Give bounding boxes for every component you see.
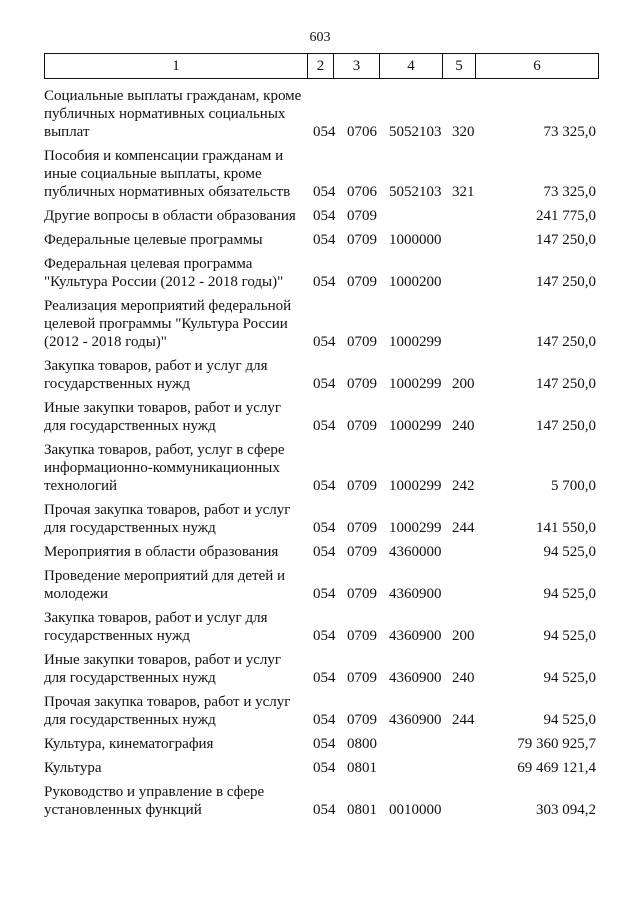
row-description — [44, 735, 306, 753]
row-cell-col2: 054 — [313, 802, 336, 818]
row-description-line: Прочая закупка товаров, работ и услуг — [44, 694, 291, 710]
table-row — [0, 297, 640, 351]
row-description — [44, 441, 306, 495]
row-cell-col5: 321 — [452, 184, 475, 200]
row-cell-col6: 94 525,0 — [543, 670, 596, 686]
row-description-line: иные социальные выплаты, кроме — [44, 166, 262, 182]
table-row — [0, 651, 640, 687]
table-row — [0, 501, 640, 537]
row-description-line: Иные закупки товаров, работ и услуг — [44, 400, 282, 416]
table-row — [0, 231, 640, 249]
table-row — [0, 399, 640, 435]
row-description-line: для государственных нужд — [44, 712, 216, 728]
row-description — [44, 609, 306, 645]
row-description — [44, 693, 306, 729]
table-row — [0, 759, 640, 777]
row-description — [44, 297, 306, 351]
row-description-line: Руководство и управление в сфере — [44, 784, 265, 800]
column-header-6: 6 — [476, 54, 599, 79]
table-row — [0, 567, 640, 603]
row-description — [44, 87, 306, 141]
row-cell-col2: 054 — [313, 736, 336, 752]
table-row — [0, 87, 640, 141]
row-cell-col6: 147 250,0 — [536, 334, 596, 350]
page-number: 603 — [309, 30, 331, 45]
row-description-line: Социальные выплаты гражданам, кроме — [44, 88, 302, 104]
column-header-3: 3 — [334, 54, 380, 79]
row-cell-col6: 94 525,0 — [543, 712, 596, 728]
column-header-table — [44, 53, 599, 79]
row-cell-col3: 0801 — [347, 802, 377, 818]
row-cell-col6: 147 250,0 — [536, 232, 596, 248]
row-cell-col2: 054 — [313, 232, 336, 248]
row-cell-col3: 0709 — [347, 334, 377, 350]
row-description-line: Мероприятия в области образования — [44, 544, 279, 560]
row-description-line: Иные закупки товаров, работ и услуг — [44, 652, 282, 668]
row-cell-col2: 054 — [313, 544, 336, 560]
row-cell-col3: 0709 — [347, 376, 377, 392]
row-cell-col6: 147 250,0 — [536, 376, 596, 392]
row-description-line: Другие вопросы в области образования — [44, 208, 296, 224]
row-description-line: государственных нужд — [44, 376, 191, 392]
row-description-line: публичных нормативных обязательств — [44, 184, 291, 200]
row-cell-col2: 054 — [313, 208, 336, 224]
row-cell-col2: 054 — [313, 670, 336, 686]
table-row — [0, 609, 640, 645]
row-description — [44, 255, 306, 291]
row-cell-col2: 054 — [313, 124, 336, 140]
row-cell-col5: 200 — [452, 376, 475, 392]
table-row — [0, 147, 640, 201]
column-header-5: 5 — [443, 54, 476, 79]
row-cell-col3: 0709 — [347, 520, 377, 536]
row-cell-col4: 4360900 — [389, 670, 442, 686]
row-cell-col2: 054 — [313, 334, 336, 350]
table-row — [0, 543, 640, 561]
row-description — [44, 399, 306, 435]
row-cell-col4: 1000299 — [389, 376, 442, 392]
row-cell-col4: 1000299 — [389, 478, 442, 494]
row-description-line: для государственных нужд — [44, 520, 216, 536]
row-cell-col4: 1000299 — [389, 334, 442, 350]
row-description-line: молодежи — [44, 586, 109, 602]
row-description-line: Федеральные целевые программы — [44, 232, 263, 248]
row-description — [44, 759, 306, 777]
row-description — [44, 783, 306, 819]
row-cell-col5: 244 — [452, 520, 475, 536]
row-description — [44, 147, 306, 201]
row-cell-col3: 0709 — [347, 586, 377, 602]
row-cell-col3: 0706 — [347, 124, 377, 140]
row-description — [44, 231, 306, 249]
row-cell-col3: 0709 — [347, 712, 377, 728]
row-cell-col6: 79 360 925,7 — [517, 736, 596, 752]
row-cell-col4: 4360900 — [389, 628, 442, 644]
row-cell-col6: 73 325,0 — [543, 124, 596, 140]
row-cell-col4: 1000200 — [389, 274, 442, 290]
row-description-line: Закупка товаров, работ, услуг в сфере — [44, 442, 285, 458]
row-cell-col3: 0709 — [347, 670, 377, 686]
row-cell-col3: 0709 — [347, 232, 377, 248]
row-description — [44, 207, 306, 225]
row-cell-col5: 320 — [452, 124, 475, 140]
row-description-line: Проведение мероприятий для детей и — [44, 568, 286, 584]
column-header-4: 4 — [380, 54, 443, 79]
row-cell-col4: 1000299 — [389, 418, 442, 434]
row-description-line: Федеральная целевая программа — [44, 256, 253, 272]
row-cell-col6: 147 250,0 — [536, 274, 596, 290]
row-cell-col6: 94 525,0 — [543, 544, 596, 560]
row-description-line: (2012 - 2018 годы)" — [44, 334, 167, 350]
row-description-line: публичных нормативных социальных — [44, 106, 286, 122]
row-cell-col2: 054 — [313, 628, 336, 644]
row-description-line: Реализация мероприятий федеральной — [44, 298, 292, 314]
row-description-line: для государственных нужд — [44, 418, 216, 434]
row-cell-col6: 303 094,2 — [536, 802, 596, 818]
row-cell-col6: 94 525,0 — [543, 628, 596, 644]
row-cell-col6: 73 325,0 — [543, 184, 596, 200]
row-cell-col3: 0709 — [347, 418, 377, 434]
row-description-line: выплат — [44, 124, 90, 140]
row-description-line: Пособия и компенсации гражданам и — [44, 148, 284, 164]
row-description-line: информационно-коммуникационных — [44, 460, 280, 476]
row-cell-col2: 054 — [313, 520, 336, 536]
row-cell-col6: 141 550,0 — [536, 520, 596, 536]
row-cell-col4: 0010000 — [389, 802, 442, 818]
row-cell-col2: 054 — [313, 712, 336, 728]
table-row — [0, 693, 640, 729]
row-cell-col2: 054 — [313, 376, 336, 392]
row-description — [44, 501, 306, 537]
row-cell-col3: 0800 — [347, 736, 377, 752]
row-cell-col6: 147 250,0 — [536, 418, 596, 434]
row-description-line: для государственных нужд — [44, 670, 216, 686]
row-cell-col3: 0706 — [347, 184, 377, 200]
row-description-line: Закупка товаров, работ и услуг для — [44, 358, 268, 374]
row-cell-col2: 054 — [313, 760, 336, 776]
row-description-line: Культура, кинематография — [44, 736, 214, 752]
row-cell-col3: 0709 — [347, 478, 377, 494]
row-description-line: Прочая закупка товаров, работ и услуг — [44, 502, 291, 518]
row-description-line: Культура — [44, 760, 102, 776]
row-cell-col4: 5052103 — [389, 184, 442, 200]
table-row — [0, 441, 640, 495]
row-cell-col2: 054 — [313, 418, 336, 434]
row-cell-col5: 242 — [452, 478, 475, 494]
row-cell-col6: 241 775,0 — [536, 208, 596, 224]
row-cell-col5: 244 — [452, 712, 475, 728]
row-cell-col5: 200 — [452, 628, 475, 644]
row-description-line: целевой программы "Культура России — [44, 316, 288, 332]
row-cell-col3: 0709 — [347, 628, 377, 644]
row-cell-col4: 4360000 — [389, 544, 442, 560]
row-cell-col6: 94 525,0 — [543, 586, 596, 602]
row-description-line: установленных функций — [44, 802, 202, 818]
row-description — [44, 651, 306, 687]
row-cell-col5: 240 — [452, 418, 475, 434]
row-cell-col4: 5052103 — [389, 124, 442, 140]
row-description-line: государственных нужд — [44, 628, 191, 644]
table-row — [0, 207, 640, 225]
row-description-line: Закупка товаров, работ и услуг для — [44, 610, 268, 626]
table-row — [0, 255, 640, 291]
row-cell-col3: 0709 — [347, 208, 377, 224]
column-header-2: 2 — [308, 54, 334, 79]
row-cell-col2: 054 — [313, 586, 336, 602]
row-cell-col4: 4360900 — [389, 712, 442, 728]
row-cell-col3: 0801 — [347, 760, 377, 776]
row-cell-col6: 5 700,0 — [551, 478, 596, 494]
row-cell-col3: 0709 — [347, 544, 377, 560]
row-description-line: "Культура России (2012 - 2018 годы)" — [44, 274, 284, 290]
row-cell-col6: 69 469 121,4 — [517, 760, 596, 776]
row-cell-col2: 054 — [313, 478, 336, 494]
row-description-line: технологий — [44, 478, 118, 494]
table-row — [0, 735, 640, 753]
row-cell-col4: 1000299 — [389, 520, 442, 536]
table-row — [0, 357, 640, 393]
row-cell-col2: 054 — [313, 184, 336, 200]
table-row — [0, 783, 640, 819]
row-cell-col3: 0709 — [347, 274, 377, 290]
row-cell-col4: 1000000 — [389, 232, 442, 248]
row-cell-col2: 054 — [313, 274, 336, 290]
row-cell-col4: 4360900 — [389, 586, 442, 602]
row-description — [44, 567, 306, 603]
row-description — [44, 357, 306, 393]
row-description — [44, 543, 306, 561]
row-cell-col5: 240 — [452, 670, 475, 686]
column-header-1: 1 — [45, 54, 308, 79]
